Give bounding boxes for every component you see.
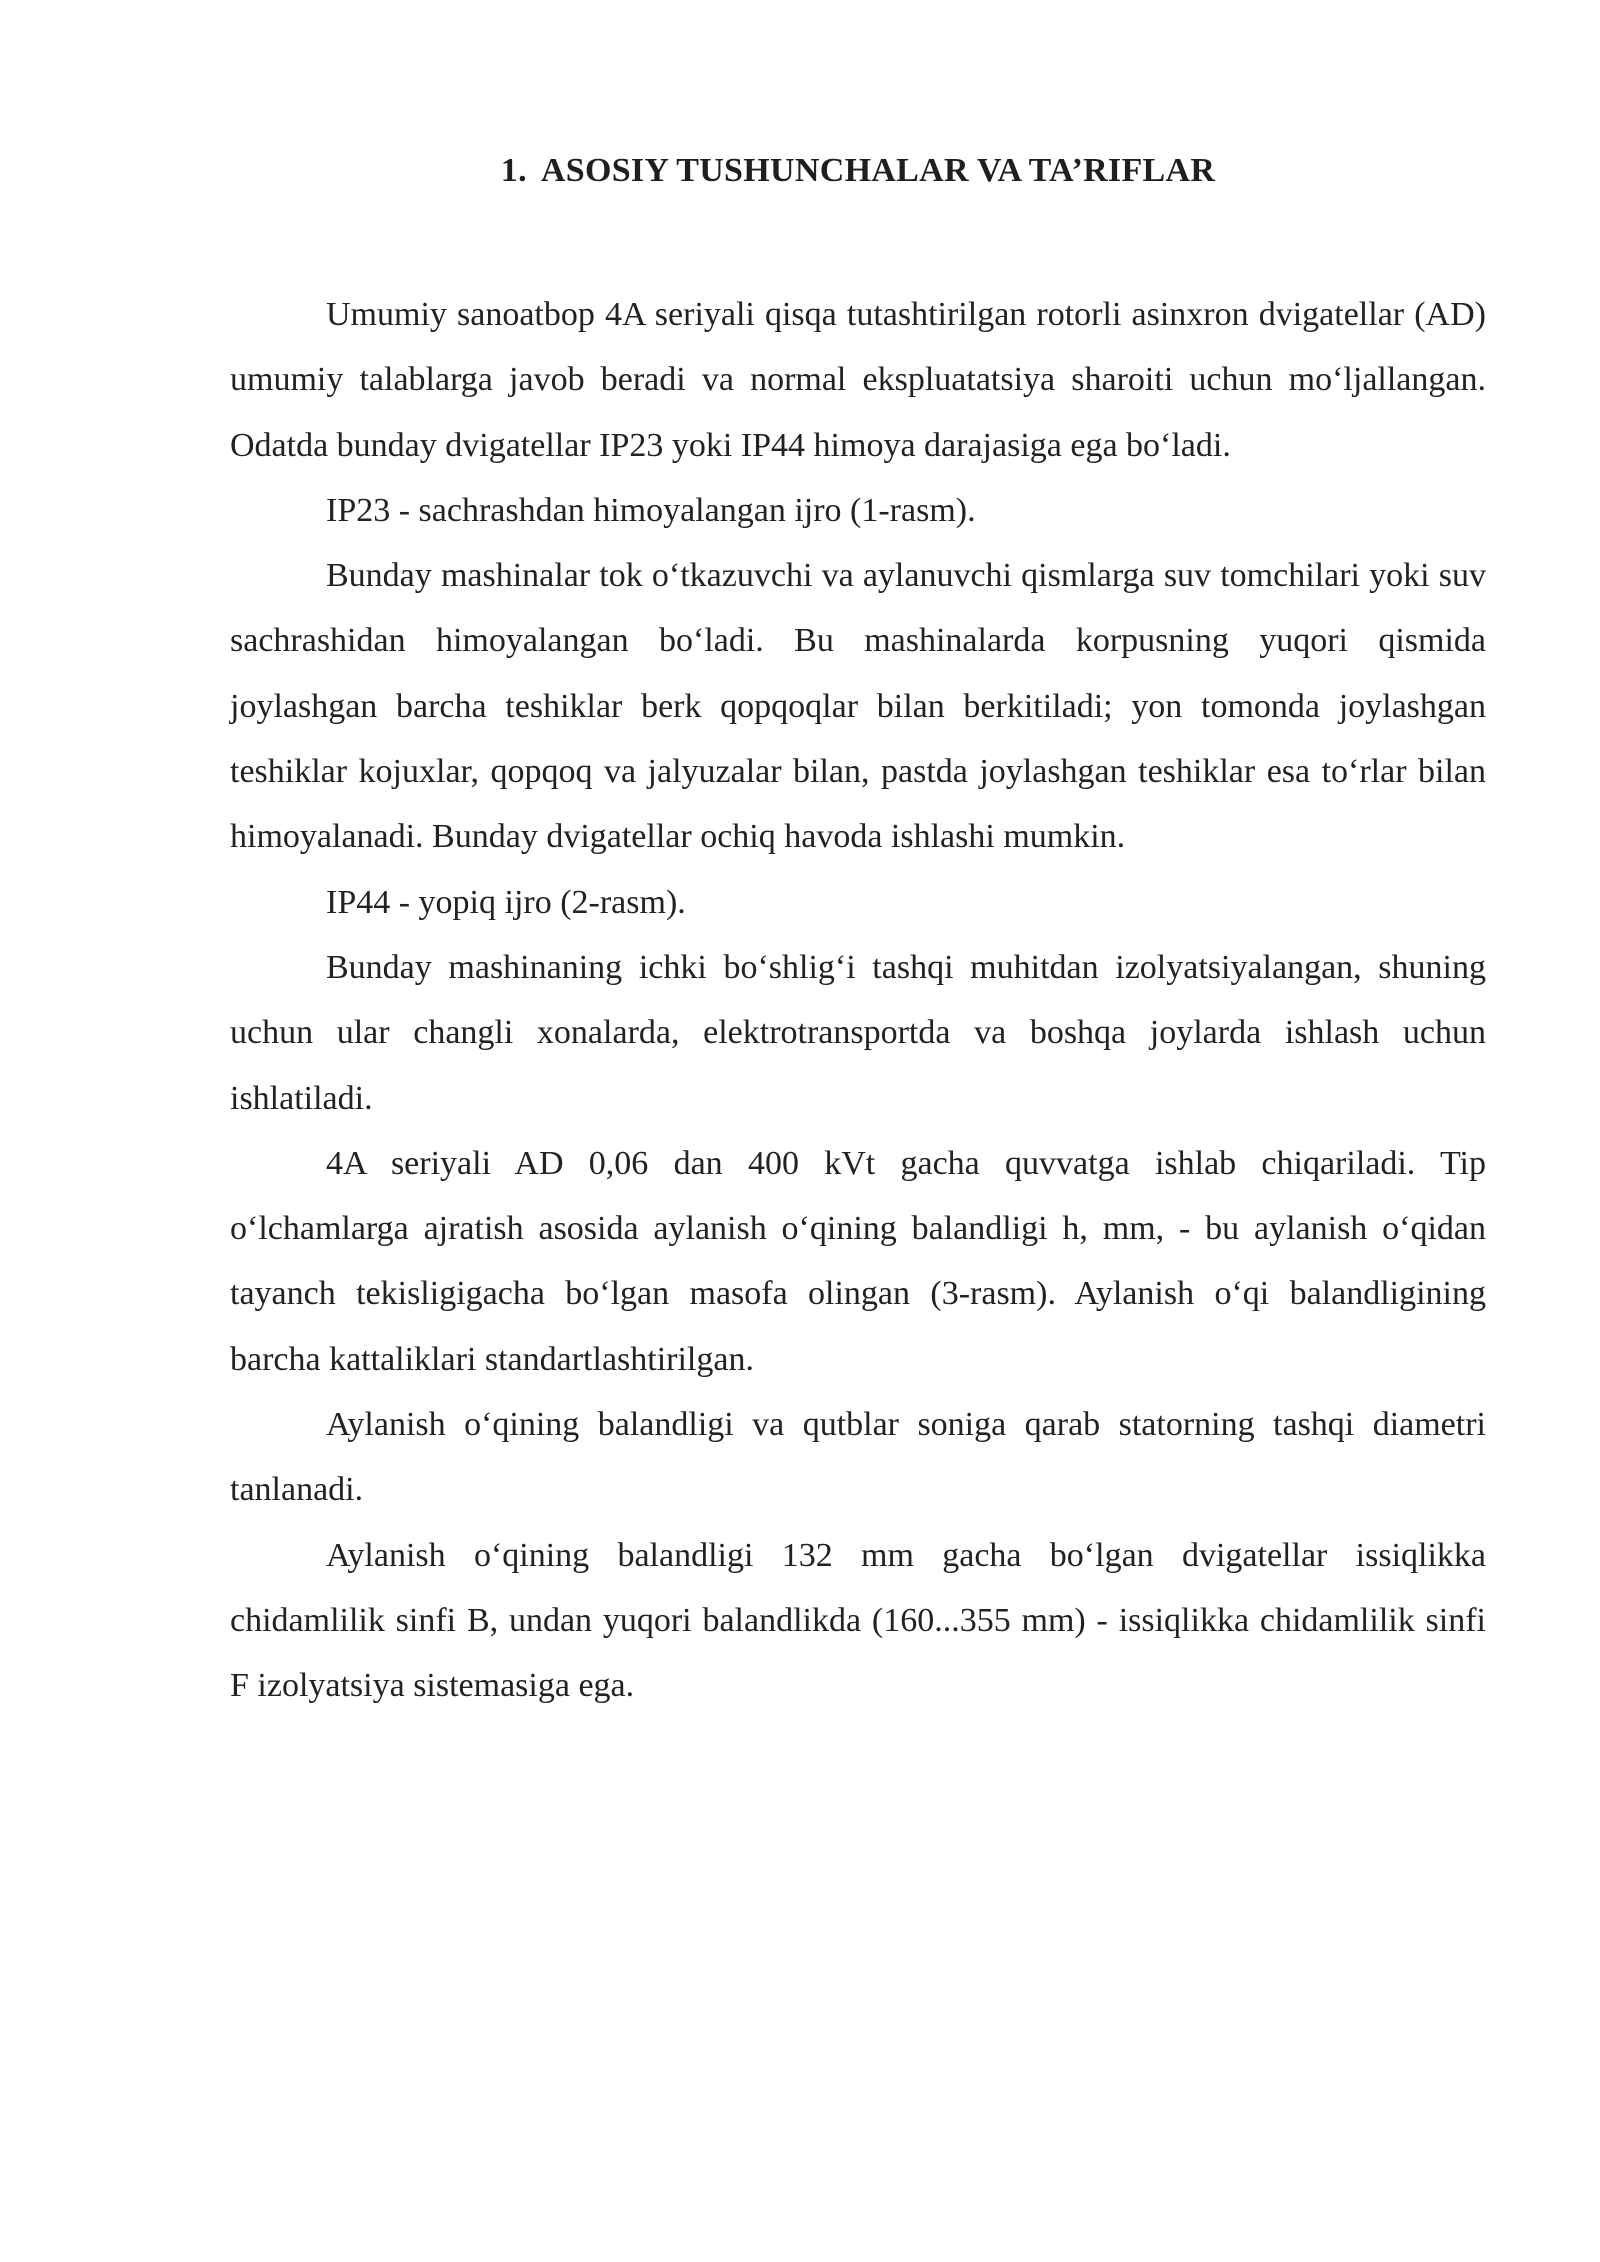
section-number: 1. [500, 152, 527, 189]
paragraph-stator-diameter: Aylanish o‘qining balandligi va qutblar soniga qarab statorning tashqi diametri tanlanadi. [230, 1406, 1486, 1509]
paragraph-insulation-class: Aylanish o‘qining balandligi 132 mm gacha bo‘lgan dvigatellar issiqlikka chidamlilik sinfi B, undan yuqori balandlikda (160...355 mm) - issiqlikka chidamlilik sinfi F izolyatsiya sistemasiga ega. [230, 1536, 1486, 1705]
paragraph-intro: Umumiy sanoatbop 4A seriyali qisqa tutashtirilgan rotorli asinxron dvigatellar (AD) umumiy talablarga javob beradi va normal ekspluatatsiya sharoiti uchun mo‘ljallangan. Odatda bunday dvigatellar IP23 yoki IP44 himoya darajasiga ega bo‘ladi. [230, 296, 1486, 464]
paragraph-ip23-heading: IP23 - sachrashdan himoyalangan ijro (1-rasm). [326, 491, 976, 529]
paragraph-ip44-heading: IP44 - yopiq ijro (2-rasm). [326, 883, 686, 921]
section-heading [230, 152, 1486, 190]
paragraph-power-range: 4A seriyali AD 0,06 dan 400 kVt gacha quvvatga ishlab chiqariladi. Tip o‘lchamlarga ajratish asosida aylanish o‘qining balandligi h, mm, - bu aylanish o‘qidan tayanch tekisligigacha bo‘lgan masofa olingan (3-rasm). Aylanish o‘qi balandligining barcha kattaliklari standartlashtirilgan. [230, 1144, 1486, 1378]
section-title: ASOSIY TUSHUNCHALAR VA TA’RIFLAR [540, 152, 1216, 189]
body-text [230, 282, 1486, 1719]
paragraph-ip44-description: Bunday mashinaning ichki bo‘shlig‘i tashqi muhitdan izolyatsiyalangan, shuning uchun ular changli xonalarda, elektrotransportda va boshqa joylarda ishlash uchun ishlatiladi. [230, 948, 1486, 1117]
paragraph-ip23-description: Bunday mashinalar tok o‘tkazuvchi va aylanuvchi qismlarga suv tomchilari yoki suv sachrashidan himoyalangan bo‘ladi. Bu mashinalarda korpusning yuqori qismida joylashgan barcha teshiklar berk qopqoqlar bilan berkitiladi; yon tomonda joylashgan teshiklar kojuxlar, qopqoq va jalyuzalar bilan, pastda joylashgan teshiklar esa to‘rlar bilan himoyalanadi. Bunday dvigatellar ochiq havoda ishlashi mumkin. [230, 557, 1486, 856]
